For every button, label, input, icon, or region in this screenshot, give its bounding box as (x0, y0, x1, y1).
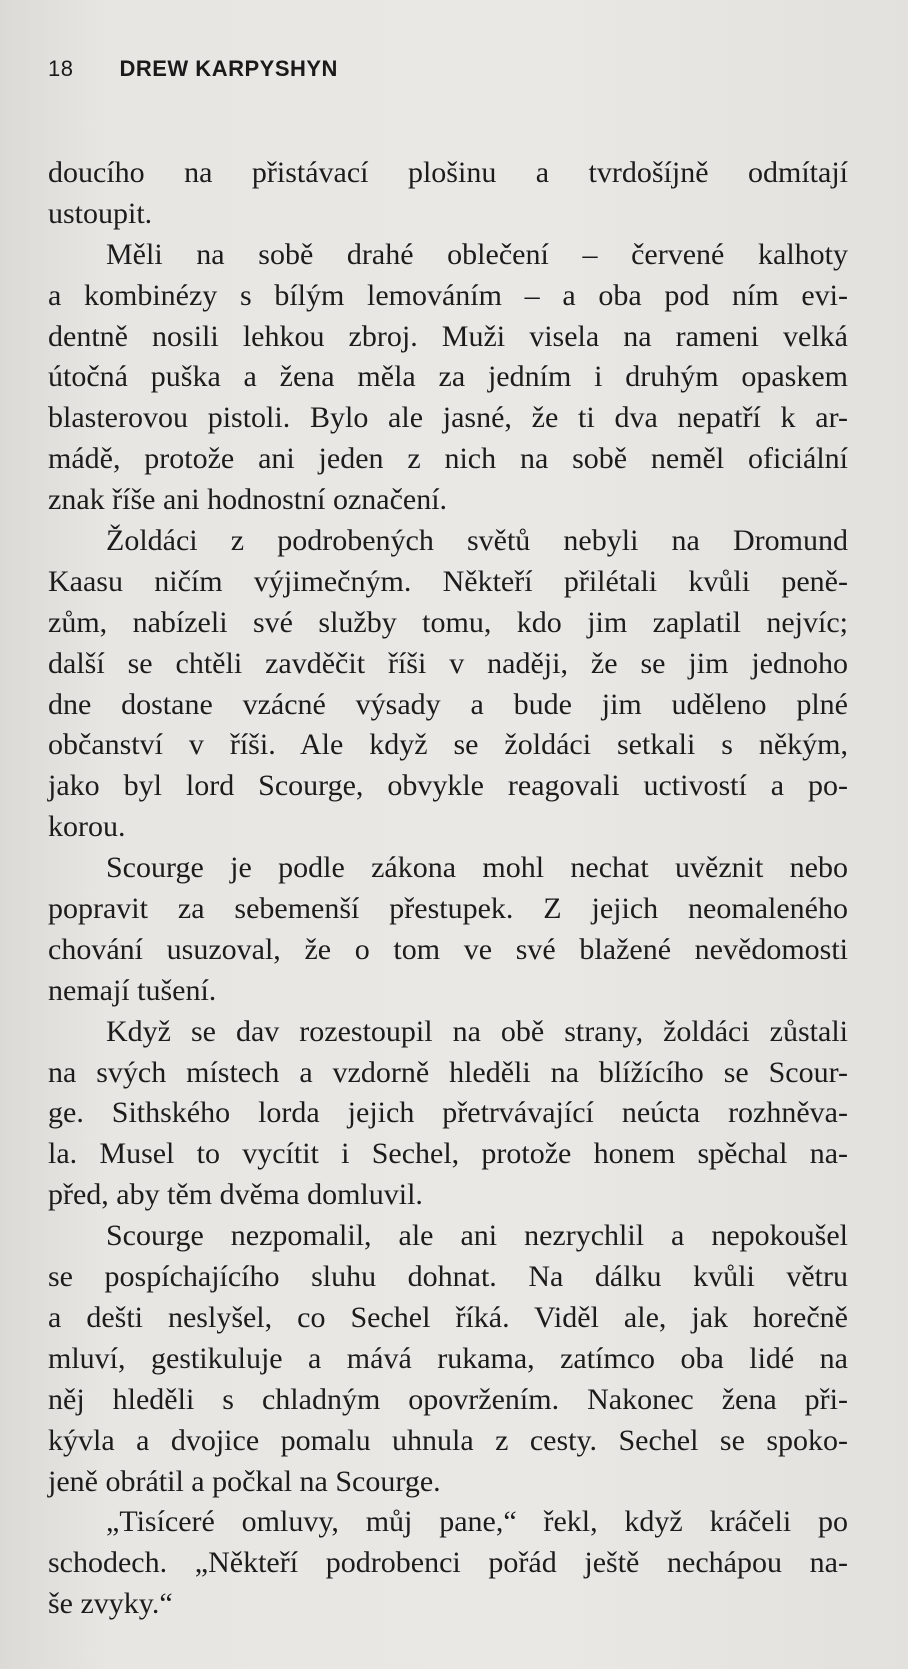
text-line: nemají tušení. (48, 973, 217, 1007)
text-line: na svých místech a vzdorně hleděli na blížícího se Scour- (48, 1055, 848, 1089)
text-line: dne dostane vzácné výsady a bude jim uděleno plné (48, 687, 848, 721)
text-line: popravit za sebemenší přestupek. Z jejich neomaleného (48, 892, 848, 926)
text-line: před, aby těm dvěma domluvil. (48, 1178, 423, 1212)
text-line: dentně nosili lehkou zbroj. Muži visela na rameni velká (48, 319, 848, 353)
text-line: blasterovou pistoli. Bylo ale jasné, že ti dva nepatří k ar- (48, 401, 848, 435)
text-line: se pospíchajícího sluhu dohnat. Na dálku kvůli větru (48, 1260, 848, 1294)
page-number: 18 (48, 56, 74, 81)
text-line: jeně obrátil a počkal na Scourge. (48, 1464, 441, 1498)
text-line: Žoldáci z podrobených světů nebyli na Dromund (106, 524, 848, 558)
text-line: mádě, protože ani jeden z nich na sobě neměl oficiální (48, 442, 848, 476)
text-line: a dešti neslyšel, co Sechel říká. Viděl ale, jak horečně (48, 1300, 848, 1334)
text-line: doucího na přistávací plošinu a tvrdošíjně odmítají (48, 156, 848, 189)
text-line: chování usuzoval, že o tom ve své blažené nevědomosti (48, 932, 848, 966)
text-line: še zvyky.“ (48, 1587, 173, 1621)
text-line: Kaasu ničím výjimečným. Někteří přilétali kvůli peně- (48, 564, 848, 598)
text-line: Scourge nezpomalil, ale ani nezrychlil a nepokoušel (106, 1219, 848, 1253)
text-line: Když se dav rozestoupil na obě strany, žoldáci zůstali (106, 1014, 848, 1048)
text-line: a kombinézy s bílým lemováním – a oba pod ním evi- (48, 278, 848, 312)
text-line: ge. Sithského lorda jejich přetrvávající neúcta rozhněva- (48, 1096, 848, 1130)
text-line: kývla a dvojice pomalu uhnula z cesty. Sechel se spoko- (48, 1423, 848, 1457)
text-line: další se chtěli zavděčit říši v naději, že se jim jednoho (48, 646, 848, 680)
text-line: znak říše ani hodnostní označení. (48, 483, 448, 517)
text-line: ustoupit. (48, 196, 153, 230)
text-line: „Tisíceré omluvy, můj pane,“ řekl, když kráčeli po (106, 1505, 848, 1539)
text-line: útočná puška a žena měla za jedním i druhým opaskem (48, 360, 848, 394)
text-line: něj hleděli s chladným opovržením. Nakonec žena při- (48, 1382, 848, 1416)
text-line: občanství v říši. Ale když se žoldáci setkali s někým, (48, 728, 848, 762)
text-line: jako byl lord Scourge, obvykle reagovali uctivostí a po- (48, 769, 848, 803)
text-line: Měli na sobě drahé oblečení – červené kalhoty (106, 237, 848, 271)
text-line: korou. (48, 810, 126, 844)
text-line: Scourge je podle zákona mohl nechat uvěznit nebo (106, 851, 848, 885)
text-line: schodech. „Někteří podrobenci pořád ještě nechápou na- (48, 1546, 848, 1580)
body-text (48, 153, 848, 1625)
text-line: mluví, gestikuluje a mává rukama, zatímco oba lidé na (48, 1341, 848, 1375)
text-line: zům, nabízeli své služby tomu, kdo jim zaplatil nejvíc; (48, 605, 848, 639)
author-name: DREW KARPYSHYN (119, 56, 338, 81)
running-head (48, 56, 338, 82)
text-line: la. Musel to vycítit i Sechel, protože honem spěchal na- (48, 1137, 848, 1171)
